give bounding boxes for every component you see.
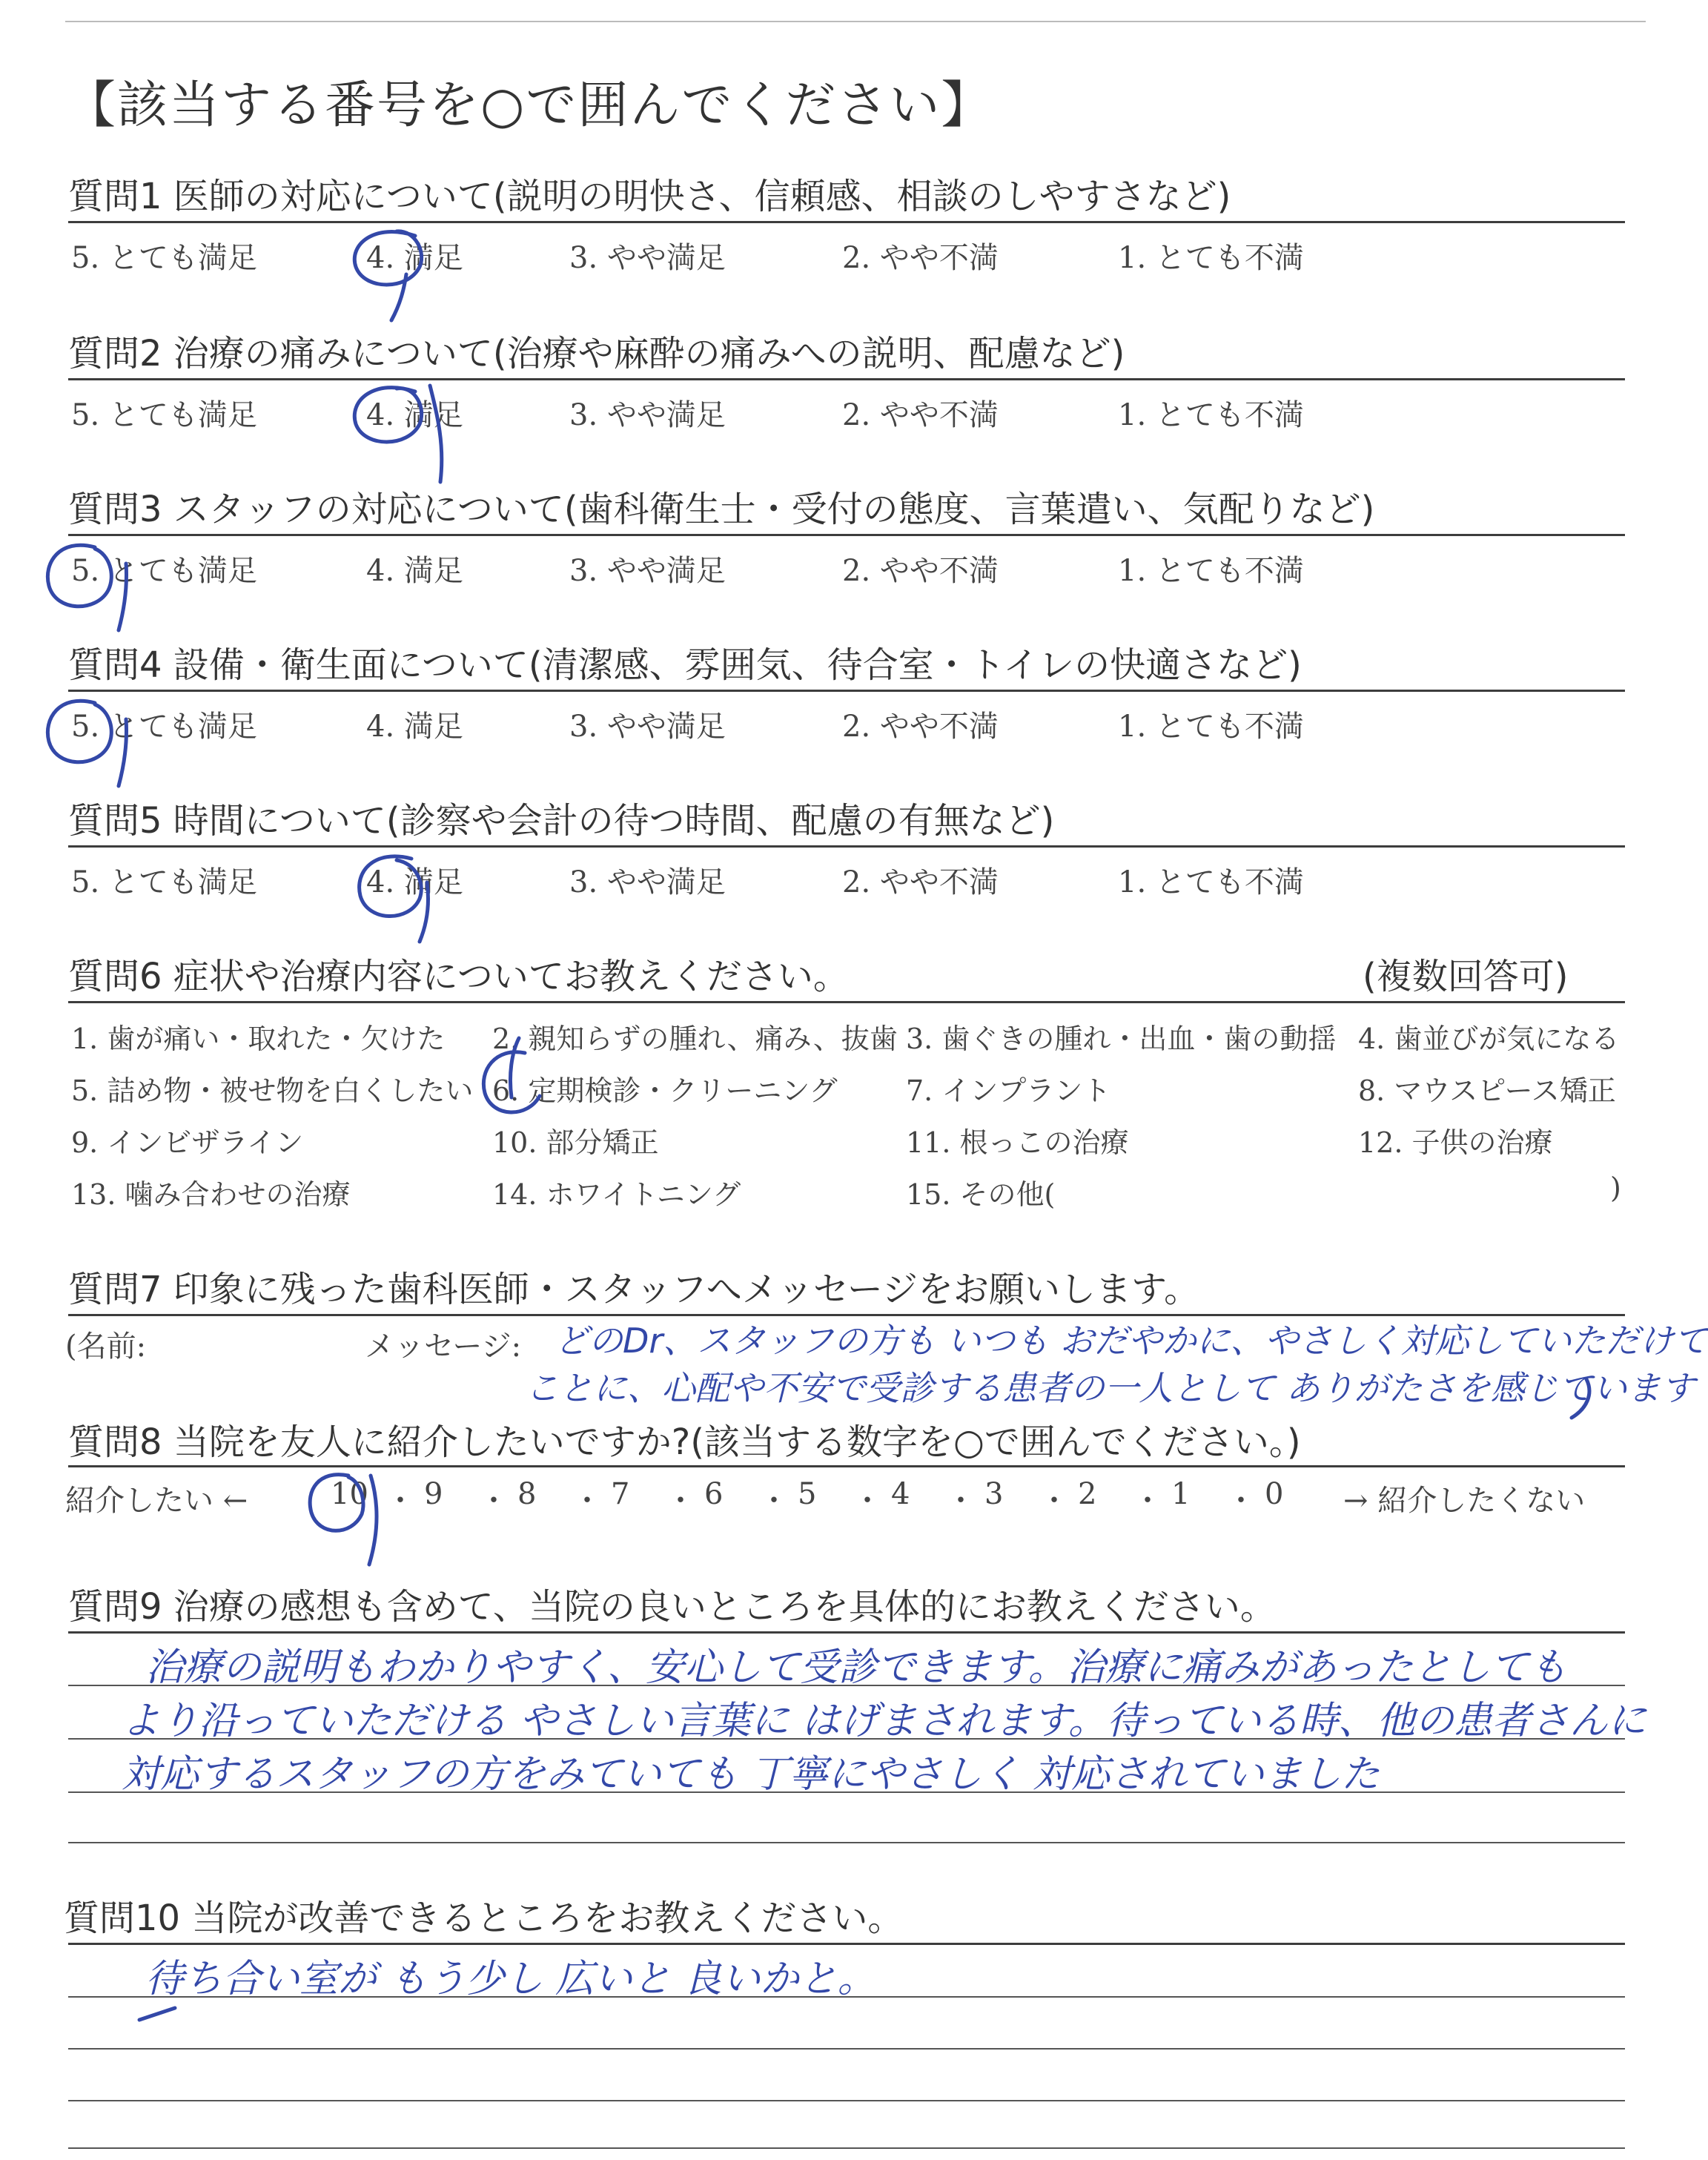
q3-rule	[68, 534, 1625, 536]
q4-option-5[interactable]: 5. とても満足	[71, 710, 257, 744]
q6-option-4[interactable]: 4. 歯並びが気になる	[1358, 1023, 1620, 1055]
q8-scale-4[interactable]: 4	[891, 1477, 910, 1511]
q2-rule	[68, 378, 1625, 380]
q2-option-5[interactable]: 5. とても満足	[71, 398, 257, 432]
q1-rule	[68, 221, 1625, 223]
q8-title: 質問8 当院を友人に紹介したいですか?(該当する数字を○で囲んでください。)	[68, 1421, 1301, 1463]
q6-other-close-paren: )	[1610, 1172, 1621, 1204]
q8-scale-separator: ・	[759, 1484, 789, 1518]
q6-option-11[interactable]: 11. 根っこの治療	[906, 1126, 1129, 1159]
q6-option-6[interactable]: 6. 定期検診・クリーニング	[492, 1074, 838, 1107]
q9-title: 質問9 治療の感想も含めて、当院の良いところを具体的にお教えください。	[68, 1586, 1276, 1628]
q8-scale-separator: ・	[1039, 1484, 1069, 1518]
q3-option-5[interactable]: 5. とても満足	[71, 554, 257, 588]
page-header: 【該当する番号を○で囲んでください】	[65, 76, 993, 135]
q9-answer-line2: より沿っていただける やさしい言葉に はげまされます。待っている時、他の患者さんに	[122, 1699, 1646, 1743]
q1-option-1[interactable]: 1. とても不満	[1118, 241, 1304, 275]
q4-option-3[interactable]: 3. やや満足	[569, 710, 726, 744]
q1-option-4[interactable]: 4. 満足	[366, 241, 463, 275]
q6-option-2[interactable]: 2. 親知らずの腫れ、痛み、抜歯	[492, 1023, 898, 1055]
q5-option-3[interactable]: 3. やや満足	[569, 865, 726, 899]
q8-left-label: 紹介したい ←	[65, 1484, 248, 1518]
q9-line-4	[68, 1842, 1625, 1843]
q5-option-1[interactable]: 1. とても不満	[1118, 865, 1304, 899]
q10-line-3	[68, 2100, 1625, 2101]
q8-scale-separator: ・	[385, 1484, 415, 1518]
q4-rule	[68, 690, 1625, 692]
q10-answer-line1: 待ち合い室が もう少し 広いと 良いかと。	[145, 1957, 876, 2001]
q6-option-9[interactable]: 9. インビザライン	[71, 1126, 304, 1159]
q7-message-label: メッセージ:	[365, 1330, 522, 1364]
q7-message-handwritten-line1: どのDr、スタッフの方も いつも おだやかに、やさしく対応していただけて	[555, 1321, 1708, 1361]
q8-scale-5[interactable]: 5	[798, 1477, 817, 1511]
q6-option-14[interactable]: 14. ホワイトニング	[492, 1178, 741, 1211]
q4-option-1[interactable]: 1. とても不満	[1118, 710, 1304, 744]
q6-option-7[interactable]: 7. インプラント	[906, 1074, 1111, 1107]
q10-rule	[68, 1943, 1625, 1945]
q10-margin-tick-mark	[139, 2008, 175, 2020]
q2-option-3[interactable]: 3. やや満足	[569, 398, 726, 432]
q6-title: 質問6 症状や治療内容についてお教えください。	[68, 956, 849, 997]
q8-scale-separator: ・	[572, 1484, 602, 1518]
q9-rule	[68, 1631, 1625, 1634]
q1-option-3[interactable]: 3. やや満足	[569, 241, 726, 275]
q6-multiple-note: (複数回答可)	[1363, 956, 1569, 997]
q7-name-label: (名前:	[65, 1330, 147, 1364]
q9-answer-line1: 治療の説明もわかりやすく、安心して受診できます。治療に痛みがあったとしても	[145, 1645, 1568, 1690]
q9-answer-line3: 対応するスタッフの方をみていても 丁寧にやさしく 対応されていました	[122, 1752, 1380, 1797]
q8-scale-3[interactable]: 3	[984, 1477, 1004, 1511]
q4-title: 質問4 設備・衛生面について(清潔感、雰囲気、待合室・トイレの快適さなど)	[68, 644, 1302, 686]
q8-scale-10[interactable]: 10	[331, 1477, 368, 1511]
q8-scale-1[interactable]: 1	[1171, 1477, 1191, 1511]
q8-scale-separator: ・	[1226, 1484, 1256, 1518]
q8-scale-separator: ・	[666, 1484, 695, 1518]
q5-rule	[68, 845, 1625, 848]
q10-line-2	[68, 2048, 1625, 2050]
q5-option-2[interactable]: 2. やや不満	[842, 865, 999, 899]
q5-title: 質問5 時間について(診察や会計の待つ時間、配慮の有無など)	[68, 800, 1055, 842]
q6-option-10[interactable]: 10. 部分矯正	[492, 1126, 659, 1159]
q6-option-1[interactable]: 1. 歯が痛い・取れた・欠けた	[71, 1023, 446, 1055]
q6-option-15[interactable]: 15. その他(	[906, 1178, 1056, 1211]
top-edge-line	[65, 21, 1646, 22]
q2-option-4[interactable]: 4. 満足	[366, 398, 463, 432]
q8-scale-separator: ・	[479, 1484, 509, 1518]
q8-scale-0[interactable]: 0	[1265, 1477, 1284, 1511]
q8-right-label: → 紹介したくない	[1343, 1484, 1586, 1518]
q8-scale-9[interactable]: 9	[424, 1477, 443, 1511]
q6-option-5[interactable]: 5. 詰め物・被せ物を白くしたい	[71, 1074, 474, 1107]
q8-scale-separator: ・	[946, 1484, 976, 1518]
q3-option-1[interactable]: 1. とても不満	[1118, 554, 1304, 588]
q6-option-12[interactable]: 12. 子供の治療	[1358, 1126, 1553, 1159]
q5-option-5[interactable]: 5. とても満足	[71, 865, 257, 899]
q2-option-2[interactable]: 2. やや不満	[842, 398, 999, 432]
q4-option-2[interactable]: 2. やや不満	[842, 710, 999, 744]
q5-option-4[interactable]: 4. 満足	[366, 865, 463, 899]
q1-option-2[interactable]: 2. やや不満	[842, 241, 999, 275]
q10-title: 質問10 当院が改善できるところをお教えください。	[64, 1898, 904, 1939]
q6-option-3[interactable]: 3. 歯ぐきの腫れ・出血・歯の動揺	[906, 1023, 1337, 1055]
q3-title: 質問3 スタッフの対応について(歯科衛生士・受付の態度、言葉遣い、気配りなど)	[68, 489, 1375, 530]
q8-scale-8[interactable]: 8	[517, 1477, 537, 1511]
q6-option-13[interactable]: 13. 噛み合わせの治療	[71, 1178, 351, 1211]
q8-scale-separator: ・	[1133, 1484, 1162, 1518]
q3-option-3[interactable]: 3. やや満足	[569, 554, 726, 588]
q10-line-4	[68, 2147, 1625, 2149]
q1-title: 質問1 医師の対応について(説明の明快さ、信頼感、相談のしやすさなど)	[68, 176, 1231, 217]
q3-option-4[interactable]: 4. 満足	[366, 554, 463, 588]
q7-title: 質問7 印象に残った歯科医師・スタッフへメッセージをお願いします。	[68, 1269, 1200, 1310]
q6-option-8[interactable]: 8. マウスピース矯正	[1358, 1074, 1616, 1107]
q2-title: 質問2 治療の痛みについて(治療や麻酔の痛みへの説明、配慮など)	[68, 333, 1125, 374]
q8-scale-6[interactable]: 6	[704, 1477, 724, 1511]
q6-rule	[68, 1001, 1625, 1003]
q3-option-2[interactable]: 2. やや不満	[842, 554, 999, 588]
q8-scale-7[interactable]: 7	[611, 1477, 630, 1511]
q8-scale-separator: ・	[853, 1484, 882, 1518]
q1-option-5[interactable]: 5. とても満足	[71, 241, 257, 275]
q7-message-handwritten-line2: ことに、心配や不安で受診する患者の一人として ありがたさを感じています	[525, 1368, 1695, 1408]
q8-rule	[68, 1465, 1625, 1467]
q4-option-4[interactable]: 4. 満足	[366, 710, 463, 744]
q8-scale-2[interactable]: 2	[1078, 1477, 1097, 1511]
q2-option-1[interactable]: 1. とても不満	[1118, 398, 1304, 432]
